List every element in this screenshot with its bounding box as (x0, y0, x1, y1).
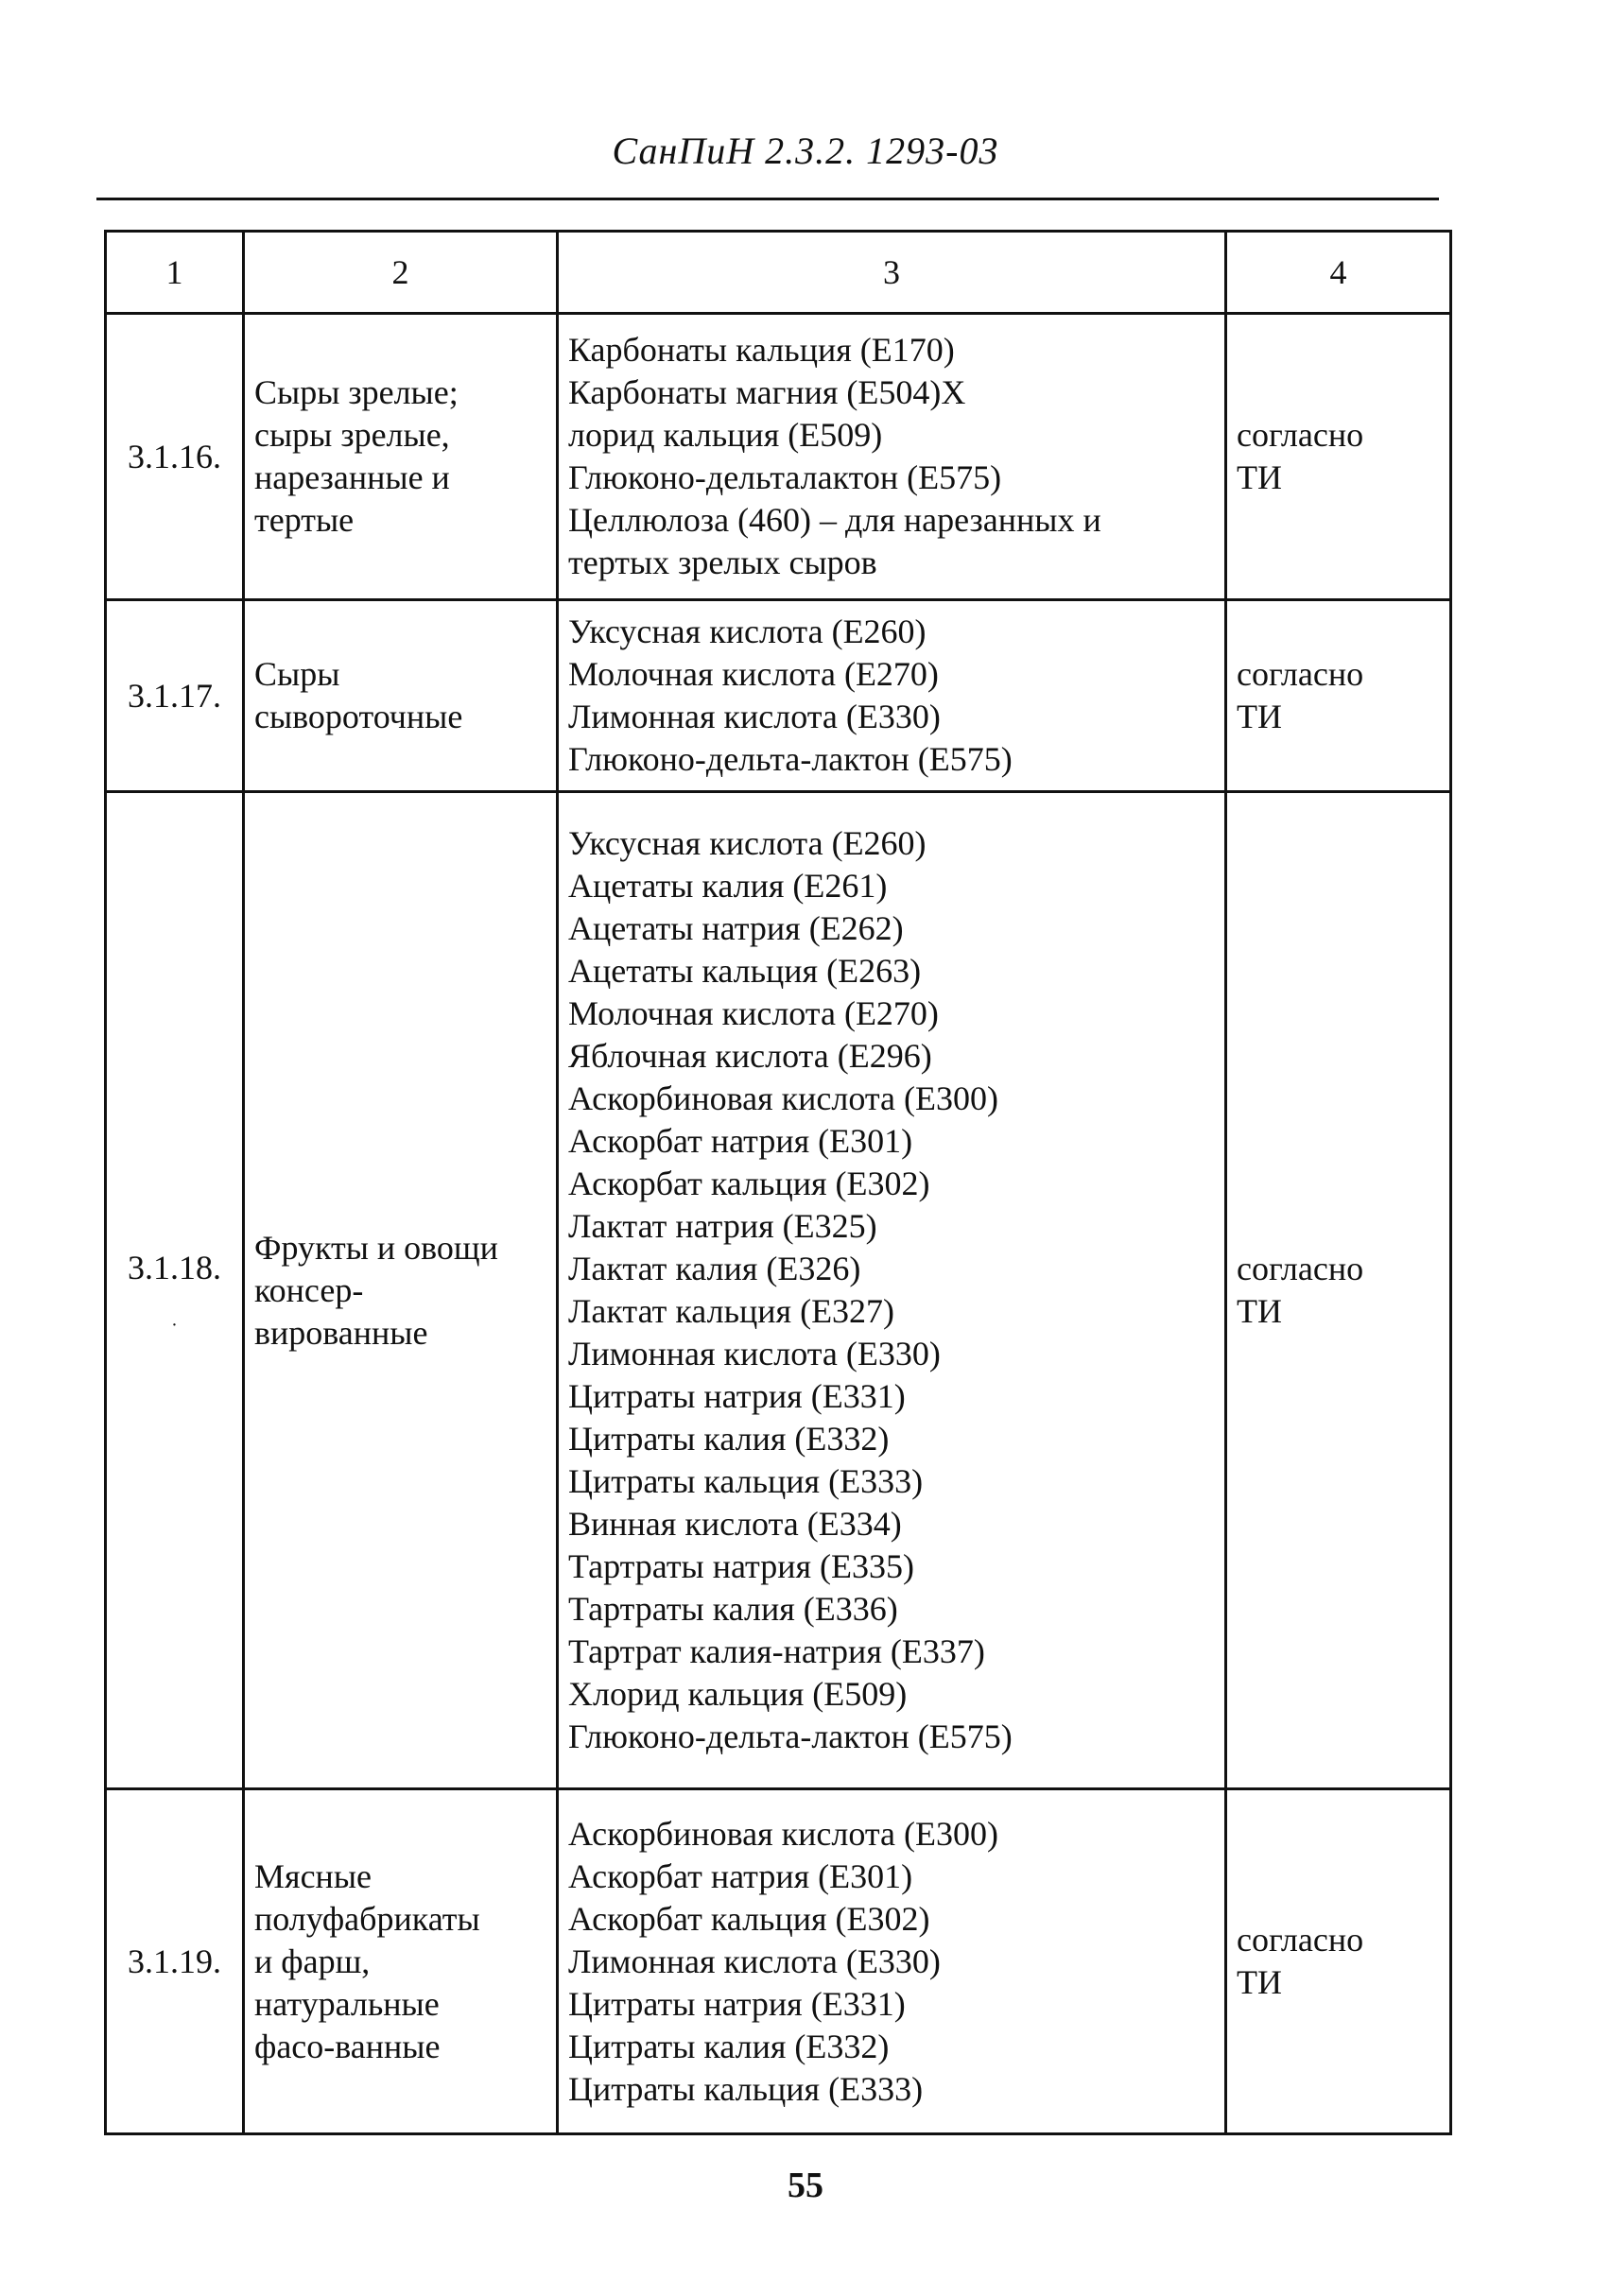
product-name-line: нарезанные и (254, 458, 450, 496)
additive-item: Хлорид кальция (Е509) (568, 1675, 908, 1713)
additive-item: Молочная кислота (Е270) (568, 655, 939, 693)
product-name-line: Сыры (254, 655, 340, 693)
product-name-line: Сыры зрелые; (254, 373, 459, 411)
additive-item: Цитраты калия (Е332) (568, 2027, 890, 2065)
product-name-line: вированные (254, 1313, 428, 1352)
product-name-line: сывороточные (254, 698, 463, 735)
table-row (106, 600, 1451, 792)
column-header-3: 3 (558, 232, 1226, 314)
additive-item: Ацетаты натрия (Е262) (568, 909, 904, 947)
page-number: 55 (788, 2166, 823, 2205)
additive-item: Цитраты кальция (Е333) (568, 1462, 924, 1500)
additive-item: Винная кислота (Е334) (568, 1505, 902, 1543)
stray-mark: · (171, 1314, 178, 1336)
row-number-cell (106, 792, 244, 1789)
usage-norm-line: согласно (1237, 655, 1364, 693)
additive-item: Карбонаты магния (Е504)Х (568, 373, 966, 411)
additive-item: тертых зрелых сыров (568, 544, 877, 581)
additive-item: Лимонная кислота (Е330) (568, 698, 941, 735)
additives-list (558, 792, 1226, 1789)
additive-item: Уксусная кислота (Е260) (568, 613, 927, 650)
product-name-line: консер- (254, 1270, 364, 1309)
usage-norm (1226, 314, 1451, 600)
product-name (244, 1789, 558, 2134)
usage-norm-line: ТИ (1237, 1963, 1282, 2001)
additive-item: Уксусная кислота (Е260) (568, 824, 927, 862)
product-name-line: Мясные (254, 1856, 372, 1895)
additive-item: Лимонная кислота (Е330) (568, 1942, 941, 1980)
additive-item: Лактат кальция (Е327) (568, 1292, 895, 1330)
usage-norm (1226, 1789, 1451, 2134)
table-row (106, 1789, 1451, 2134)
additive-item: Глюконо-дельта-лактон (Е575) (568, 740, 1013, 778)
product-name-line: фасо-ванные (254, 2027, 441, 2065)
header-rule (96, 198, 1439, 200)
additive-item: Цитраты натрия (Е331) (568, 1984, 906, 2023)
column-header-2: 2 (244, 232, 558, 314)
additives-list (558, 1789, 1226, 2134)
column-header-1: 1 (106, 232, 244, 314)
additive-item: Глюконо-дельталактон (Е575) (568, 458, 1002, 496)
product-name-line: натуральные (254, 1984, 440, 2023)
product-name-line: полуфабрикаты (254, 1899, 480, 1938)
additive-item: Цитраты кальция (Е333) (568, 2069, 924, 2108)
additive-item: Тартраты натрия (Е335) (568, 1547, 915, 1585)
additive-item: Карбонаты кальция (Е170) (568, 331, 955, 369)
additive-item: Аскорбат кальция (Е302) (568, 1899, 930, 1938)
additive-item: Молочная кислота (Е270) (568, 994, 939, 1032)
product-name (244, 792, 558, 1789)
additive-item: Яблочная кислота (Е296) (568, 1037, 932, 1075)
additive-item: лорид кальция (Е509) (568, 416, 883, 454)
product-name-line: сыры зрелые, (254, 416, 450, 454)
additive-item: Ацетаты калия (Е261) (568, 867, 888, 905)
usage-norm-line: ТИ (1237, 698, 1282, 735)
usage-norm-line: согласно (1237, 1921, 1364, 1959)
additive-item: Ацетаты кальция (Е263) (568, 952, 922, 990)
additive-item: Тартраты калия (Е336) (568, 1590, 898, 1628)
additive-item: Лактат натрия (Е325) (568, 1207, 877, 1245)
usage-norm-line: ТИ (1237, 458, 1282, 496)
additive-item: Цитраты натрия (Е331) (568, 1377, 906, 1415)
product-name-line: Фрукты и овощи (254, 1228, 498, 1267)
additive-item: Аскорбат натрия (Е301) (568, 1122, 913, 1160)
page-header: СанПиН 2.3.2. 1293-03 (612, 129, 999, 172)
table-row (106, 314, 1451, 600)
additives-list (558, 314, 1226, 600)
usage-norm-line: согласно (1237, 416, 1364, 454)
product-name (244, 314, 558, 600)
additives-list (558, 600, 1226, 792)
table-header-row (106, 232, 1451, 314)
additive-item: Цитраты калия (Е332) (568, 1420, 890, 1458)
column-header-4: 4 (1226, 232, 1451, 314)
additive-item: Глюконо-дельта-лактон (Е575) (568, 1718, 1013, 1755)
additive-item: Тартрат калия-натрия (Е337) (568, 1632, 985, 1670)
product-name (244, 600, 558, 792)
row-number: 3.1.17. (106, 600, 244, 792)
product-name-line: тертые (254, 501, 355, 539)
additive-item: Целлюлоза (460) – для нарезанных и (568, 501, 1101, 539)
usage-norm-line: ТИ (1237, 1292, 1282, 1330)
additive-item: Аскорбиновая кислота (Е300) (568, 1814, 998, 1853)
additive-item: Лимонная кислота (Е330) (568, 1335, 941, 1372)
row-number: 3.1.18. (128, 1248, 221, 1286)
usage-norm (1226, 792, 1451, 1789)
usage-norm-line: согласно (1237, 1250, 1364, 1287)
additive-item: Аскорбат кальция (Е302) (568, 1165, 930, 1202)
additive-item: Аскорбиновая кислота (Е300) (568, 1079, 998, 1117)
row-number: 3.1.19. (106, 1789, 244, 2134)
row-number: 3.1.16. (106, 314, 244, 600)
product-name-line: и фарш, (254, 1942, 371, 1980)
additives-table (104, 230, 1452, 2135)
table-row (106, 792, 1451, 1789)
additive-item: Аскорбат натрия (Е301) (568, 1856, 913, 1895)
usage-norm (1226, 600, 1451, 792)
additive-item: Лактат калия (Е326) (568, 1250, 861, 1287)
